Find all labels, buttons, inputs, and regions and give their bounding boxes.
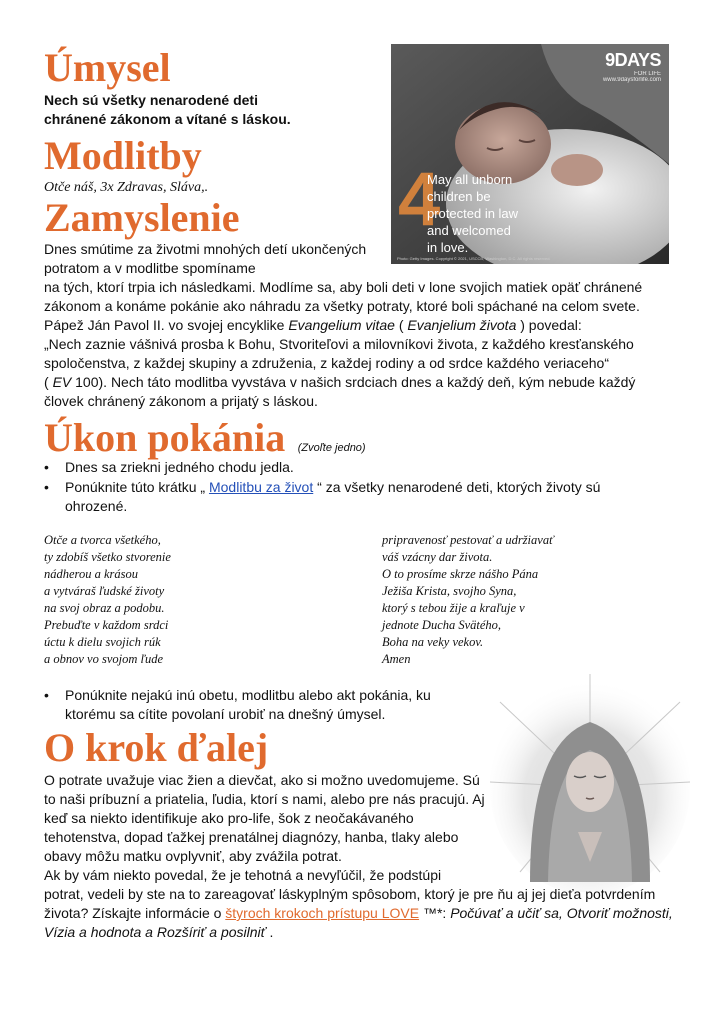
day-number: 4 bbox=[398, 157, 441, 242]
bullet-text: Dnes sa zriekni jedného chodu jedla. bbox=[65, 459, 294, 475]
logo-text: 9DAYS bbox=[605, 50, 661, 70]
zamyslenie-line-1: Dnes smútime za životmi mnohých detí ukončených bbox=[44, 241, 367, 257]
zamyslenie-line-2: potratom a v modlitbe spomíname bbox=[44, 260, 256, 276]
krok-last-pre: života? Získajte informácie o bbox=[44, 905, 226, 921]
zamyslenie-line-3: na tých, ktorí trpia ich následkami. Modlíme sa, aby boli deti v lone svojich matiek opäť chránené bbox=[44, 279, 643, 295]
krok-line-1: O potrate uvažuje viac žien a dievčat, ako si možno uvedomujeme. Sú bbox=[44, 772, 480, 788]
logo-url: www.9daysforlife.com bbox=[602, 77, 661, 83]
prayer-line: O to prosíme skrze nášho Pána bbox=[382, 567, 539, 581]
caption-line: May all unborn bbox=[427, 172, 513, 187]
krok-line-8 bbox=[44, 904, 684, 923]
zamyslenie-last-line: človek chránený zákonom a prijatý s láskou. bbox=[44, 393, 318, 409]
prayer-line: a obnov vo svojom ľude bbox=[44, 652, 164, 666]
bullet2-post: “ za všetky nenarodené deti, ktorých životy sú bbox=[313, 479, 601, 495]
krok-final-post: . bbox=[265, 924, 274, 940]
ukon-heading: Úkon pokánia bbox=[44, 415, 286, 460]
pope-post: ) povedal: bbox=[516, 317, 582, 333]
caption-line: and welcomed bbox=[427, 223, 511, 238]
prayer-left-column bbox=[44, 532, 171, 668]
virgin-mary-illustration bbox=[490, 672, 690, 892]
prayer-line: úctu k dielu svojich rúk bbox=[44, 635, 161, 649]
prayer-line: na svoj obraz a podobu. bbox=[44, 601, 165, 615]
umysel-heading: Úmysel bbox=[44, 45, 171, 90]
krok-final-italic: Vízia a hodnota a Rozšíriť a posilniť bbox=[44, 924, 266, 940]
encyclical-title-sk: Evanjelium života bbox=[407, 317, 517, 333]
ref-pre: ( bbox=[44, 374, 53, 390]
krok-line-5: obavy môžu matku ovplyvniť, aby zvážila potrat. bbox=[44, 848, 342, 864]
prayer-line: a vytváraš ľudské životy bbox=[44, 584, 165, 598]
prayer-for-life-link[interactable]: Modlitbu za život bbox=[208, 479, 314, 495]
prayer-line: Prebuďte v každom srdci bbox=[44, 618, 169, 632]
encyclical-title: Evangelium vitae bbox=[288, 317, 395, 333]
bullet2-pre: Ponúknite túto krátku „ bbox=[65, 479, 209, 495]
prayer-line: jednote Ducha Svätého, bbox=[382, 618, 502, 632]
bullet-text-line-2: ohrozené. bbox=[65, 498, 128, 514]
krok-line-9 bbox=[44, 923, 684, 942]
logo-side: FOR LIFE bbox=[633, 71, 661, 77]
krok-line-6: Ak by vám niekto povedal, že je tehotná a nevyľúčil, že podstúpi bbox=[44, 867, 442, 883]
prayer-right-column bbox=[382, 532, 554, 668]
bullet-item-3 bbox=[44, 686, 484, 726]
modlitby-heading: Modlitby bbox=[44, 133, 202, 178]
krok-line-3: keď sa niekto identifikuje ako pro-life, šok z neočakávaného bbox=[44, 810, 414, 826]
prayer-line: Otče a tvorca všetkého, bbox=[44, 533, 161, 547]
prayer-line: nádherou a krásou bbox=[44, 567, 138, 581]
krok-steps-italic: Počúvať a učiť sa, Otvoriť možnosti, bbox=[450, 905, 673, 921]
zamyslenie-line-4: zákonom a konáme pokánie ako náhradu za všetky potraty, ktoré boli spáchané na celom svete. bbox=[44, 298, 640, 314]
bullet-dot: • bbox=[44, 479, 49, 495]
prayer-line: ty zdobíš všetko stvorenie bbox=[44, 550, 171, 564]
quote-line-2: spoločenstva, z každej skupiny a združenia, z každej rodiny a od srdce každého veriaceho“ bbox=[44, 355, 609, 371]
reference-line bbox=[44, 373, 684, 392]
ukon-heading-row bbox=[44, 415, 366, 460]
krok-line-7: potrat, vedeli by ste na to zareagovať láskyplným spôsobom, ktorý je pre ňu aj jej dieťa potvrdením bbox=[44, 886, 656, 902]
ref-post: 100). Nech táto modlitba vyvstáva v našich srdciach dnes a každý deň, kým nebude každý bbox=[71, 374, 636, 390]
pope-pre: Pápež Ján Pavol II. vo svojej encyklike bbox=[44, 317, 289, 333]
bullet-dot: • bbox=[44, 459, 49, 475]
nine-days-logo bbox=[603, 50, 661, 83]
bullet-item-2 bbox=[44, 478, 684, 518]
prayer-line: Boha na veky vekov. bbox=[382, 635, 484, 649]
caption-line: protected in law bbox=[427, 206, 519, 221]
love-approach-link[interactable]: štyroch krokoch prístupu LOVE bbox=[225, 905, 420, 921]
bullet-text-line-2: ktorému sa cítite povolaní urobiť na dnešný úmysel. bbox=[65, 706, 386, 722]
bullet-text bbox=[65, 478, 600, 497]
umysel-line-2: chránené zákonom a vítané s láskou. bbox=[44, 111, 291, 127]
prayer-line: pripravenosť pestovať a udržiavať bbox=[382, 533, 554, 547]
ref-ev: EV bbox=[52, 374, 72, 390]
prayer-line: ktorý s tebou žije a kraľuje v bbox=[382, 601, 525, 615]
krok-last-mid: ™*: bbox=[419, 905, 451, 921]
pope-mid: ( bbox=[394, 317, 408, 333]
hero-image bbox=[391, 44, 669, 264]
umysel-line-1: Nech sú všetky nenarodené deti bbox=[44, 92, 258, 108]
hero-caption bbox=[427, 171, 557, 256]
bullet-dot: • bbox=[44, 687, 49, 703]
zamyslenie-heading: Zamyslenie bbox=[44, 195, 240, 240]
pope-line bbox=[44, 316, 684, 335]
prayer-line: váš vzácny dar života. bbox=[382, 550, 493, 564]
quote-line-1: „Nech zaznie vášnivá prosba k Bohu, Stvoriteľovi a milovníkovi života, z každého kresťanského bbox=[44, 336, 634, 352]
caption-line: children be bbox=[427, 189, 491, 204]
ukon-note: (Zvoľte jedno) bbox=[297, 442, 366, 454]
prayer-line: Ježiša Krista, svojho Syna, bbox=[382, 584, 517, 598]
krok-line-2: to naši príbuzní a priatelia, ľudia, ktorí s nami, alebo pre nás pracujú. Aj bbox=[44, 791, 485, 807]
krok-heading: O krok ďalej bbox=[44, 725, 269, 770]
krok-line-4: tehotenstva, dopad ťažkej prenatálnej diagnózy, hanba, tlaky alebo bbox=[44, 829, 459, 845]
photo-credit: Photo: Getty Images. Copyright © 2021, USCCB, Washington, D.C. All rights reserved. bbox=[397, 256, 551, 261]
modlitby-text: Otče náš, 3x Zdravas, Sláva,. bbox=[44, 180, 209, 195]
prayer-line: Amen bbox=[382, 652, 411, 666]
caption-line: in love. bbox=[427, 240, 469, 255]
bullet-text: Ponúknite nejakú inú obetu, modlitbu alebo akt pokánia, ku bbox=[65, 687, 431, 703]
